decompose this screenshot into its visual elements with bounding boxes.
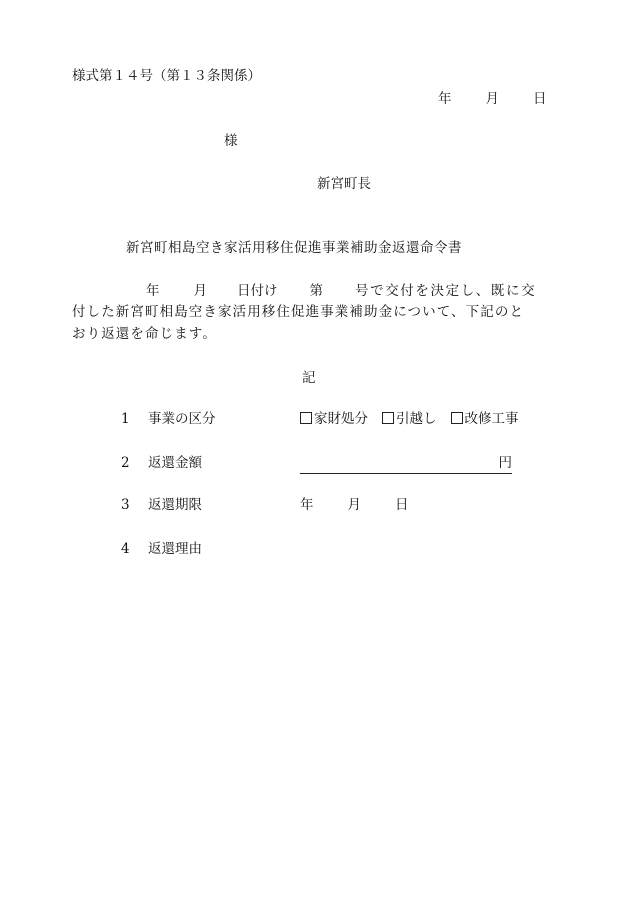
- option-label: 引越し: [396, 411, 437, 427]
- checkbox-moving[interactable]: [382, 411, 437, 427]
- business-category-options: [300, 411, 519, 429]
- refund-deadline-field[interactable]: [300, 497, 409, 515]
- ki-heading: 記: [302, 370, 316, 386]
- item-label: 返還理由: [148, 541, 202, 557]
- deadline-year: 年: [300, 497, 314, 513]
- date-month: 月: [485, 91, 499, 107]
- checkbox-icon: [451, 412, 463, 424]
- item-label: 返還期限: [148, 497, 202, 513]
- date-year: 年: [438, 91, 452, 107]
- amount-underline: [300, 455, 512, 474]
- deadline-month: 月: [347, 497, 361, 513]
- item-label: 返還金額: [148, 455, 202, 471]
- body-rest: 号で交付を決定し、既に交: [355, 283, 537, 299]
- option-label: 改修工事: [464, 411, 519, 427]
- body-line-2: 付した新宮町相島空き家活用移住促進事業補助金について、下記のと: [72, 304, 525, 320]
- item-number: 3: [121, 497, 130, 513]
- deadline-day: 日: [395, 497, 409, 513]
- form-number: 様式第１４号（第１３条関係）: [72, 68, 261, 84]
- item-number: 4: [121, 541, 130, 557]
- issuer: 新宮町長: [317, 176, 371, 192]
- body-day: 日付け: [237, 283, 278, 299]
- date-day: 日: [533, 91, 547, 107]
- option-label: 家財処分: [314, 411, 368, 427]
- refund-amount-field[interactable]: [300, 455, 512, 474]
- document-title: 新宮町相島空き家活用移住促進事業補助金返還命令書: [126, 240, 462, 256]
- amount-unit: 円: [498, 455, 512, 471]
- item-label: 事業の区分: [148, 411, 216, 427]
- item-number: 2: [121, 455, 130, 471]
- item-number: 1: [121, 411, 130, 427]
- checkbox-furniture-disposal[interactable]: [300, 411, 368, 427]
- checkbox-icon: [300, 412, 312, 424]
- body-line-3: おり返還を命じます。: [72, 326, 217, 342]
- addressee-suffix: 様: [224, 133, 238, 149]
- date-header: [438, 91, 547, 109]
- body-line-1: [146, 283, 536, 301]
- checkbox-renovation[interactable]: [451, 411, 519, 427]
- body-year: 年: [146, 283, 160, 299]
- body-no-prefix: 第: [309, 283, 323, 299]
- checkbox-icon: [382, 412, 394, 424]
- body-month: 月: [193, 283, 207, 299]
